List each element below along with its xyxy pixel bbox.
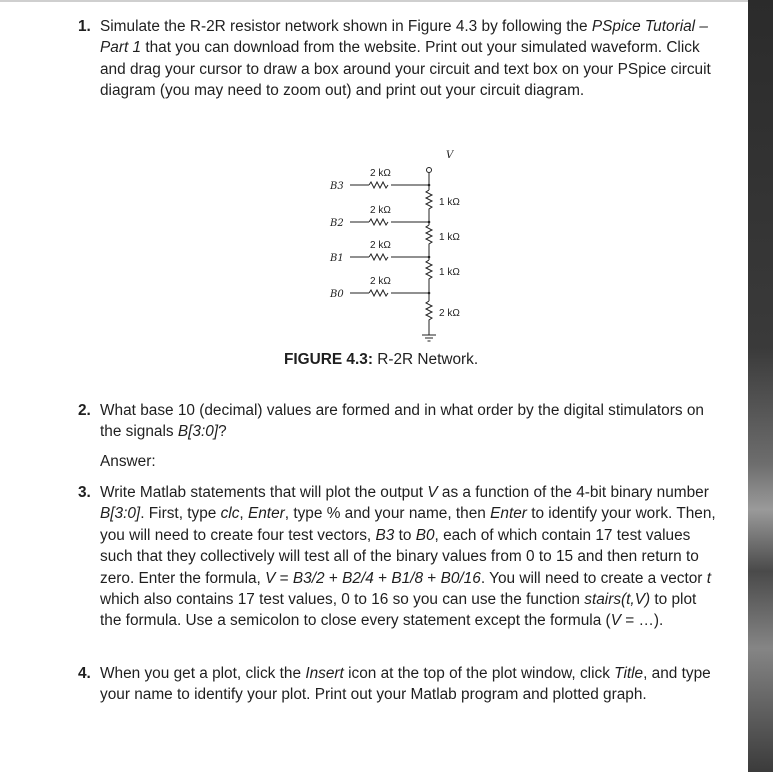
text-run: . First, type (140, 505, 221, 523)
question-3 (78, 482, 718, 632)
answer-label: Answer: (100, 453, 156, 470)
italic-text-run: B[3:0] (100, 505, 141, 523)
figure-caption (284, 351, 478, 369)
output-label: V (446, 150, 454, 161)
text-run: to identify your work. Then, you will need to create four test vectors, (100, 505, 716, 544)
resistor-ladder-4 (426, 301, 432, 322)
text-run: When you get a plot, click the (100, 665, 306, 682)
resistor-ladder-1 (426, 190, 432, 211)
caption-text: R-2R Network. (372, 351, 479, 368)
italic-text-run: B3 (375, 526, 395, 544)
text-run: , type % and your name, then (284, 505, 491, 523)
resistor-b1-series (369, 254, 388, 260)
question-text (100, 663, 718, 706)
text-run: ? (218, 423, 227, 441)
series-resistor-label: 2 kΩ (370, 276, 391, 287)
text-run: which also contains 17 test values, 0 to 16 so you can use the function (100, 591, 585, 609)
input-label-b0: B0 (330, 289, 344, 300)
italic-text-run: B0 (415, 526, 435, 544)
r2r-network-figure (320, 145, 490, 355)
text-run: to (394, 526, 416, 544)
italic-text-run: B1/8 (391, 569, 424, 587)
text-run: , (239, 505, 248, 523)
question-number: 3. (78, 484, 91, 501)
resistor-b3-series (369, 182, 388, 188)
text-run: , and type your name to identify your plot. Print out your Matlab program and plotted graph. (100, 665, 711, 704)
resistor-ladder-2 (426, 225, 432, 246)
input-label-b3: B3 (330, 181, 344, 192)
resistor-b2-series (369, 219, 388, 225)
italic-text-run: V (265, 569, 276, 587)
italic-text-run: V (610, 612, 621, 630)
text-run: Simulate the R-2R resistor network shown in Figure 4.3 by following the (100, 18, 592, 35)
resistor-b0-series (369, 290, 388, 296)
text-run: to plot the formula. Use a semicolon to close every statement except the formula ( (100, 591, 697, 630)
text-run: as a function of the 4-bit binary number (437, 484, 709, 501)
italic-text-run: B3/2 (292, 569, 325, 587)
text-run: Write Matlab statements that will plot the output (100, 484, 428, 501)
circuit-diagram (320, 145, 490, 355)
ladder-resistor-label: 1 kΩ (439, 267, 460, 278)
text-run: + (373, 569, 392, 587)
italic-text-run: B2/4 (342, 569, 374, 587)
italic-text-run: B0/16 (440, 569, 481, 587)
series-resistor-label: 2 kΩ (370, 168, 391, 179)
text-run: . You will need to create a vector (480, 569, 707, 587)
italic-text-run: Enter (247, 505, 285, 523)
question-number: 2. (78, 402, 91, 419)
text-run: What base 10 (decimal) values are formed and in what order by the digital stimulators on the signals (100, 402, 704, 441)
italic-text-run: t (706, 569, 711, 587)
text-run: , each of which contain 17 test values such that they collectively will test all of the binary values from 0 to 15 and then return to zero. Enter the formula, (100, 526, 699, 587)
series-resistor-label: 2 kΩ (370, 240, 391, 251)
text-run: that you can download from the website. Print out your simulated waveform. Click and drag your cursor to draw a box around your circuit and text box on your PSpice circuit diagram (you may need to zoom out) and print out your circuit diagram. (100, 39, 711, 100)
italic-text-run: stairs(t,V) (584, 591, 651, 609)
italic-text-run: clc (220, 505, 240, 523)
text-run: icon at the top of the plot window, click (343, 665, 615, 682)
italic-text-run: Title (614, 665, 644, 682)
resistor-ladder-3 (426, 260, 432, 281)
question-number: 4. (78, 665, 91, 682)
question-4 (78, 663, 718, 706)
italic-text-run: PSpice Tutorial – Part 1 (100, 18, 708, 57)
italic-text-run: B[3:0] (177, 423, 219, 441)
italic-text-run: Enter (490, 505, 527, 523)
input-label-b1: B1 (330, 253, 344, 264)
italic-text-run: V (427, 484, 438, 501)
text-run: + (423, 569, 441, 587)
text-run: + (324, 569, 343, 587)
series-resistor-label: 2 kΩ (370, 205, 391, 216)
ladder-resistor-label: 2 kΩ (439, 308, 460, 319)
question-number: 1. (78, 18, 91, 35)
text-run: = …). (620, 612, 664, 630)
output-terminal (427, 168, 432, 173)
question-text (100, 16, 718, 102)
question-1 (78, 16, 718, 102)
question-text (100, 482, 718, 632)
text-run: = (275, 569, 293, 587)
italic-text-run: Insert (305, 665, 344, 682)
background-image-strip (748, 0, 773, 772)
question-2 (78, 400, 718, 443)
ladder-resistor-label: 1 kΩ (439, 232, 460, 243)
caption-label: FIGURE 4.3: (284, 351, 373, 368)
top-divider-line (0, 0, 748, 2)
question-text (100, 400, 718, 443)
input-label-b2: B2 (330, 218, 344, 229)
ladder-resistor-label: 1 kΩ (439, 197, 460, 208)
